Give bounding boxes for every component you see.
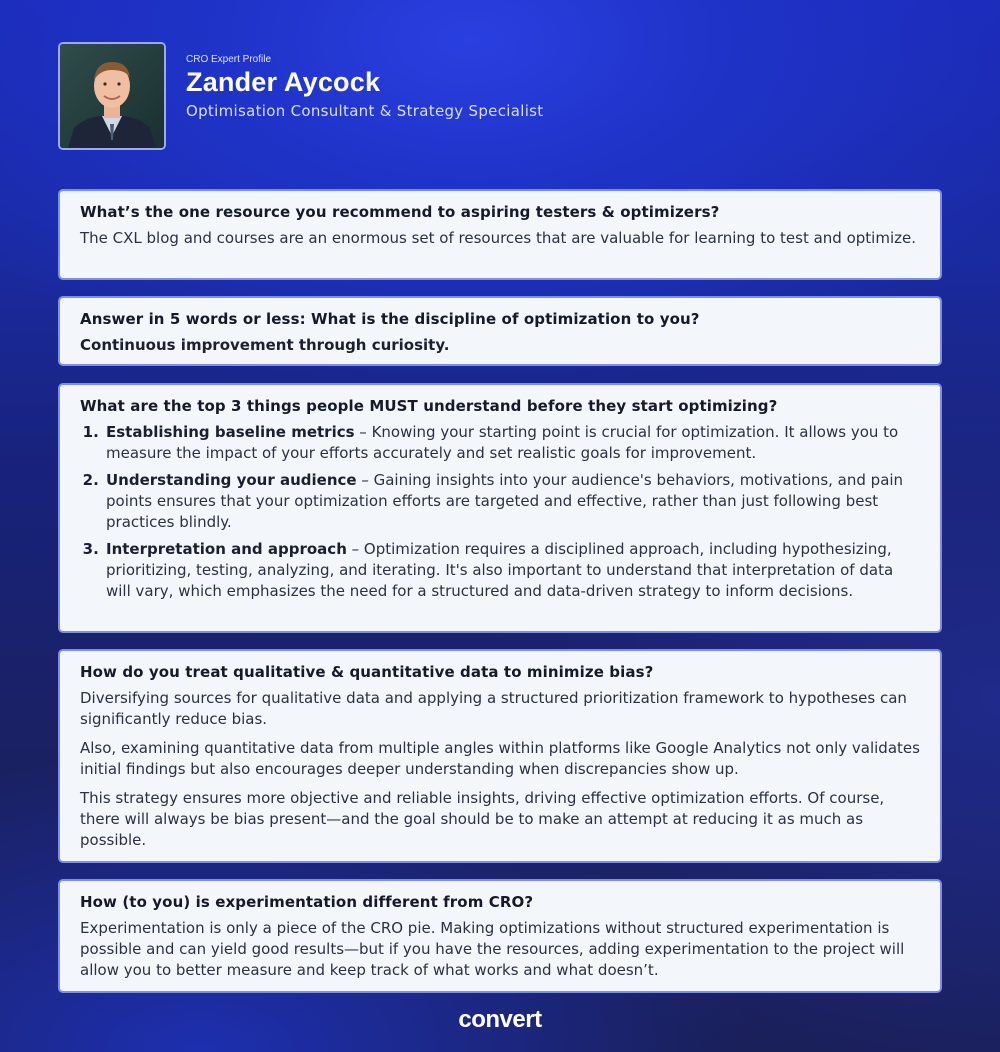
list-item-heading: Establishing baseline metrics xyxy=(106,423,355,441)
profile-photo xyxy=(58,42,166,150)
answer-paragraph: This strategy ensures more objective and reliable insights, driving effective optimization efforts. Of course, there will always be bias present—and the goal should be to make an attempt at reducing it as much as possible. xyxy=(80,789,885,849)
profile-kicker: CRO Expert Profile xyxy=(186,54,272,65)
qa-card-experimentation xyxy=(58,879,942,993)
list-item xyxy=(104,539,920,602)
list-item-body: – Gaining insights into your audience's behaviors, motivations, and pain points ensures that your optimization efforts are targeted and effective, rather than just following best practices blindly. xyxy=(106,471,904,531)
list-item-body: – Optimization requires a disciplined approach, including hypothesizing, prioritizing, testing, analyzing, and iterating. It's also important to understand that interpretation of data will vary, which emphasizes the need for a structured and data-driven strategy to inform decisions. xyxy=(106,540,894,600)
answer: Continuous improvement through curiosity. xyxy=(80,336,450,354)
convert-logo: convert xyxy=(458,1006,542,1033)
numbered-list xyxy=(80,422,920,602)
answer-paragraph: Diversifying sources for qualitative data and applying a structured prioritization framework to hypotheses can significantly reduce bias. xyxy=(80,689,907,728)
list-item-body: – Knowing your starting point is crucial for optimization. It allows you to measure the impact of your efforts accurately and set realistic goals for improvement. xyxy=(106,423,899,462)
profile-text xyxy=(186,54,543,120)
expert-name: Zander Aycock xyxy=(186,67,381,97)
qa-card-bias xyxy=(58,649,942,863)
question: Answer in 5 words or less: What is the discipline of optimization to you? xyxy=(80,310,700,328)
list-item xyxy=(104,422,920,464)
qa-card-discipline xyxy=(58,296,942,366)
question: What’s the one resource you recommend to aspiring testers & optimizers? xyxy=(80,203,720,221)
list-item-heading: Understanding your audience xyxy=(106,471,357,489)
answer-paragraph: Also, examining quantitative data from multiple angles within platforms like Google Analytics not only validates initial findings but also encourages deeper understanding when discrepancies show up. xyxy=(80,739,920,778)
question: How do you treat qualitative & quantitative data to minimize bias? xyxy=(80,663,654,681)
question: How (to you) is experimentation different from CRO? xyxy=(80,893,534,911)
answer: Experimentation is only a piece of the CRO pie. Making optimizations without structured experimentation is possible and can yield good results—but if you have the resources, adding experimentation to the project will allow you to better measure and keep track of what works and what doesn’t. xyxy=(80,919,905,979)
list-item xyxy=(104,470,920,533)
answer: The CXL blog and courses are an enormous set of resources that are valuable for learning to test and optimize. xyxy=(80,229,916,247)
qa-card-top-three xyxy=(58,383,942,633)
profile-header xyxy=(58,40,543,152)
expert-role: Optimisation Consultant & Strategy Specialist xyxy=(186,102,544,120)
question: What are the top 3 things people MUST understand before they start optimizing? xyxy=(80,397,778,415)
person-portrait-icon xyxy=(60,44,164,148)
qa-card-resource xyxy=(58,189,942,280)
list-item-heading: Interpretation and approach xyxy=(106,540,347,558)
